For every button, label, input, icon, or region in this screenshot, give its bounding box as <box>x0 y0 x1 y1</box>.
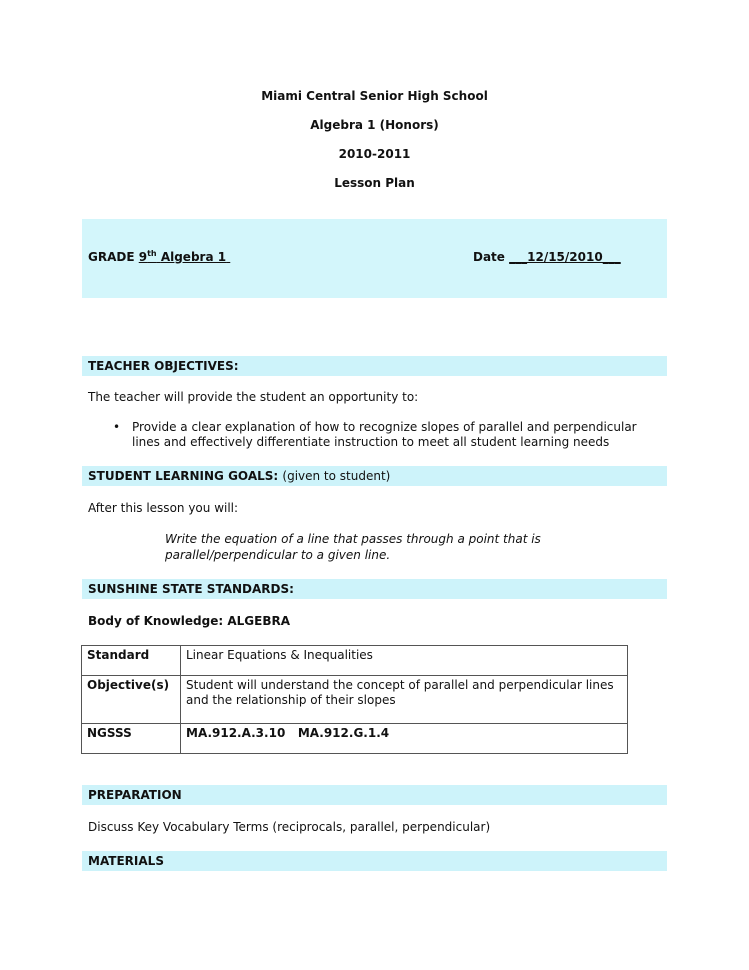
student-goal-text: Write the equation of a line that passes through a point that is parallel/perpendicular to a given line. <box>165 532 541 562</box>
standards-heading: SUNSHINE STATE STANDARDS: <box>82 579 667 599</box>
body-of-knowledge: Body of Knowledge: ALGEBRA <box>88 614 290 628</box>
school-name: Miami Central Senior High School <box>261 89 488 103</box>
standards-table <box>81 645 628 754</box>
student-goals-title: STUDENT LEARNING GOALS: <box>88 469 279 483</box>
date-label: Date <box>473 250 505 264</box>
preparation-text: Discuss Key Vocabulary Terms (reciprocals, parallel, perpendicular) <box>88 820 491 834</box>
document-type: Lesson Plan <box>334 176 415 190</box>
bullet-icon: • <box>113 420 121 434</box>
grade-date-box <box>82 219 667 298</box>
grade-value <box>139 250 231 264</box>
teacher-objectives-intro: The teacher will provide the student an opportunity to: <box>88 390 419 404</box>
date-value: ___12/15/2010___ <box>509 250 621 264</box>
grade-label: GRADE <box>88 250 135 264</box>
teacher-objectives-heading: TEACHER OBJECTIVES: <box>82 356 667 376</box>
table-value-cell: Student will understand the concept of parallel and perpendicular lines and the relationship of their slopes <box>181 676 628 724</box>
table-value-cell: Linear Equations & Inequalities <box>181 646 628 676</box>
table-key-cell: Objective(s) <box>82 676 181 724</box>
student-goals-heading <box>82 466 667 486</box>
table-key-cell: Standard <box>82 646 181 676</box>
table-row <box>82 646 628 676</box>
student-goals-intro: After this lesson you will: <box>88 501 239 515</box>
grade-course: Algebra 1 <box>160 250 227 264</box>
school-year: 2010-2011 <box>338 147 411 161</box>
grade-suffix: th <box>147 249 157 258</box>
table-value-cell: MA.912.A.3.10 MA.912.G.1.4 <box>181 724 628 754</box>
table-key-cell: NGSSS <box>82 724 181 754</box>
teacher-objective-item: Provide a clear explanation of how to recognize slopes of parallel and perpendicular lines and effectively differentiate instruction to meet all student learning needs <box>132 420 637 449</box>
table-row <box>82 676 628 724</box>
student-goals-note: (given to student) <box>282 469 391 483</box>
date-field <box>473 250 621 264</box>
table-row <box>82 724 628 754</box>
course-title: Algebra 1 (Honors) <box>310 118 439 132</box>
grade-field <box>88 250 230 264</box>
materials-heading: MATERIALS <box>82 851 667 871</box>
grade-number: 9 <box>138 250 148 264</box>
preparation-heading: PREPARATION <box>82 785 667 805</box>
